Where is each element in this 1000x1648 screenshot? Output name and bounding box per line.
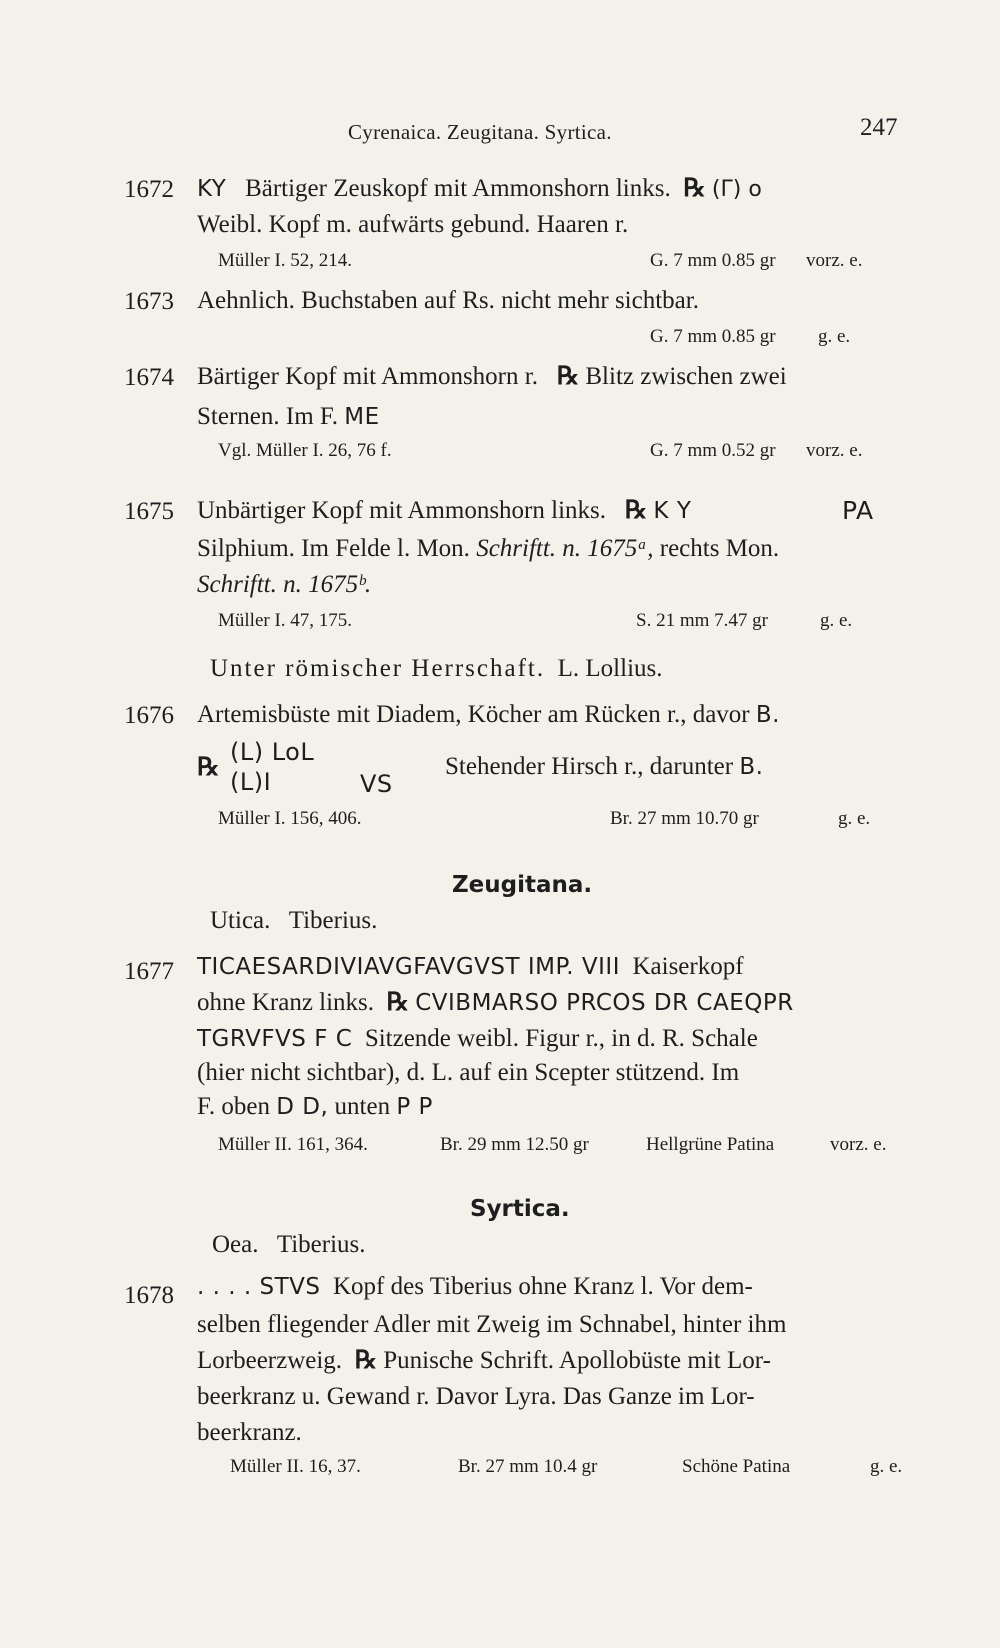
reverse-legend: VS bbox=[360, 770, 393, 798]
reverse-symbol: ℞ bbox=[354, 1347, 377, 1374]
obverse-description: Unbärtiger Kopf mit Ammonshorn links. bbox=[197, 497, 606, 524]
entry-line bbox=[197, 1346, 771, 1376]
patina: Hellgrüne Patina bbox=[646, 1134, 775, 1155]
reverse-symbol: ℞ bbox=[386, 989, 409, 1016]
reverse-description: Blitz zwischen zwei bbox=[585, 363, 787, 390]
reverse-monogram: (L)I bbox=[230, 768, 272, 796]
mint-name: Utica. bbox=[210, 907, 271, 934]
field-text: Silphium. Im Felde l. Mon. bbox=[197, 535, 470, 562]
patina: Schöne Patina bbox=[682, 1456, 791, 1477]
obverse-description: ohne Kranz links. bbox=[197, 989, 375, 1016]
reverse-legend: CVIBMARSO PRCOS DR CAEQPR bbox=[415, 990, 794, 1016]
measurements: G. 7 mm 0.85 gr bbox=[650, 250, 776, 271]
page-header bbox=[0, 114, 1000, 154]
entry-line: Schriftt. n. 1675ᵇ. bbox=[197, 571, 372, 598]
reverse-description bbox=[445, 752, 763, 782]
entry-line bbox=[197, 988, 794, 1018]
obverse-description: Kaiserkopf bbox=[632, 953, 744, 980]
reference: Müller I. 47, 175. bbox=[218, 610, 353, 631]
mint-line bbox=[210, 906, 377, 936]
field-text: rechts Mon. bbox=[659, 535, 780, 562]
obverse-description: Kopf des Tiberius ohne Kranz l. Vor dem- bbox=[332, 1273, 753, 1300]
reverse-symbol: ℞ bbox=[197, 754, 220, 781]
grade: vorz. e. bbox=[806, 440, 863, 461]
grade: g. e. bbox=[818, 326, 851, 347]
field-letter: B. bbox=[755, 702, 780, 728]
reverse-legend: PA bbox=[842, 496, 874, 525]
field-text: Sternen. Im F. bbox=[197, 403, 339, 430]
ruler-name: Tiberius. bbox=[288, 907, 378, 934]
obverse-legend: . . . . STVS bbox=[197, 1274, 321, 1300]
entry-line: Weibl. Kopf m. aufwärts gebund. Haaren r. bbox=[197, 211, 629, 238]
entry-line: selben fliegender Adler mit Zweig im Schnabel, hinter ihm bbox=[197, 1311, 787, 1338]
heading-text: Unter römischer Herrschaft. bbox=[210, 655, 546, 682]
field-letter: B. bbox=[739, 754, 764, 780]
measurements: G. 7 mm 0.85 gr bbox=[650, 326, 776, 347]
measurements: G. 7 mm 0.52 gr bbox=[650, 440, 776, 461]
field-letters: P P bbox=[396, 1094, 433, 1120]
entry-line bbox=[197, 1024, 758, 1054]
grade: g. e. bbox=[838, 808, 871, 829]
mint-name: Oea. bbox=[212, 1231, 259, 1258]
obverse-description: Lorbeerzweig. bbox=[197, 1347, 343, 1374]
measurements: Br. 29 mm 12.50 gr bbox=[440, 1134, 589, 1155]
reverse-symbol: ℞ bbox=[556, 363, 580, 390]
measurements: Br. 27 mm 10.4 gr bbox=[458, 1456, 598, 1477]
reverse-text: Stehender Hirsch r., darunter bbox=[445, 753, 734, 780]
entry-line bbox=[197, 402, 380, 432]
page-number: 247 bbox=[860, 114, 898, 141]
mint-line bbox=[212, 1230, 366, 1260]
reference: Vgl. Müller I. 26, 76 f. bbox=[218, 440, 392, 461]
entry-line: (hier nicht sichtbar), d. L. auf ein Scepter stützend. Im bbox=[197, 1059, 740, 1086]
entry-line: beerkranz u. Gewand r. Davor Lyra. Das Ganze im Lor- bbox=[197, 1383, 755, 1410]
entry-line bbox=[197, 1092, 433, 1122]
reverse-symbol: ℞ bbox=[683, 175, 706, 202]
entry-line bbox=[197, 174, 762, 205]
monogram-reference: Schriftt. n. 1675ᵃ, bbox=[476, 535, 654, 562]
grade: g. e. bbox=[820, 610, 853, 631]
reverse-legend: K Y bbox=[653, 498, 692, 524]
field-letters: D D, bbox=[276, 1094, 329, 1120]
reference: Müller II. 16, 37. bbox=[230, 1456, 361, 1477]
entry-line bbox=[197, 496, 691, 526]
entry-number: 1674 bbox=[124, 364, 174, 391]
reference: Müller I. 156, 406. bbox=[218, 808, 362, 829]
entry-number: 1678 bbox=[124, 1282, 174, 1309]
obverse-description: Bärtiger Kopf mit Ammonshorn r. bbox=[197, 363, 538, 390]
entry-line bbox=[197, 700, 780, 730]
entry-line bbox=[197, 362, 787, 392]
reverse-legend: TGRVFVS F C bbox=[197, 1026, 353, 1052]
subsection-heading bbox=[210, 654, 663, 684]
entry-line bbox=[197, 1272, 753, 1302]
entry-number: 1675 bbox=[124, 498, 174, 525]
measurements: Br. 27 mm 10.70 gr bbox=[610, 808, 759, 829]
reverse-monogram: (L) LoL bbox=[230, 738, 315, 766]
entry-number: 1673 bbox=[124, 288, 174, 315]
entry-line bbox=[197, 534, 779, 564]
obverse-description: Bärtiger Zeuskopf mit Ammonshorn links. bbox=[245, 175, 671, 202]
entry-number: 1676 bbox=[124, 702, 174, 729]
obverse-description: Artemisbüste mit Diadem, Köcher am Rücken r., davor bbox=[197, 701, 750, 728]
grade: g. e. bbox=[870, 1456, 903, 1477]
reverse-description: Sitzende weibl. Figur r., in d. R. Schale bbox=[364, 1025, 758, 1052]
field-text: unten bbox=[334, 1093, 391, 1120]
entry-number: 1672 bbox=[124, 176, 174, 203]
field-text: F. oben bbox=[197, 1093, 270, 1120]
reverse-description: Punische Schrift. Apollobüste mit Lor- bbox=[383, 1347, 771, 1374]
reverse-legend: (Γ) o bbox=[711, 177, 762, 202]
measurements: S. 21 mm 7.47 gr bbox=[636, 610, 768, 631]
entry-number: 1677 bbox=[124, 958, 174, 985]
reverse-symbol: ℞ bbox=[624, 497, 648, 524]
field-monogram: ME bbox=[344, 404, 380, 430]
entry-line bbox=[197, 952, 744, 982]
entry-line: beerkranz. bbox=[197, 1419, 302, 1446]
magistrate-name: L. Lollius. bbox=[557, 655, 663, 682]
running-title: Cyrenaica. Zeugitana. Syrtica. bbox=[348, 120, 612, 144]
obverse-legend: KY bbox=[197, 176, 227, 202]
reference: Müller II. 161, 364. bbox=[218, 1134, 368, 1155]
reference: Müller I. 52, 214. bbox=[218, 250, 353, 271]
entry-line: Aehnlich. Buchstaben auf Rs. nicht mehr sichtbar. bbox=[197, 287, 699, 314]
section-heading-syrtica: Syrtica. bbox=[470, 1196, 570, 1222]
grade: vorz. e. bbox=[830, 1134, 887, 1155]
ruler-name: Tiberius. bbox=[276, 1231, 366, 1258]
obverse-legend: TICAESARDIVIAVGFAVGVST IMP. VIII bbox=[197, 954, 620, 980]
grade: vorz. e. bbox=[806, 250, 863, 271]
section-heading-zeugitana: Zeugitana. bbox=[452, 872, 593, 898]
